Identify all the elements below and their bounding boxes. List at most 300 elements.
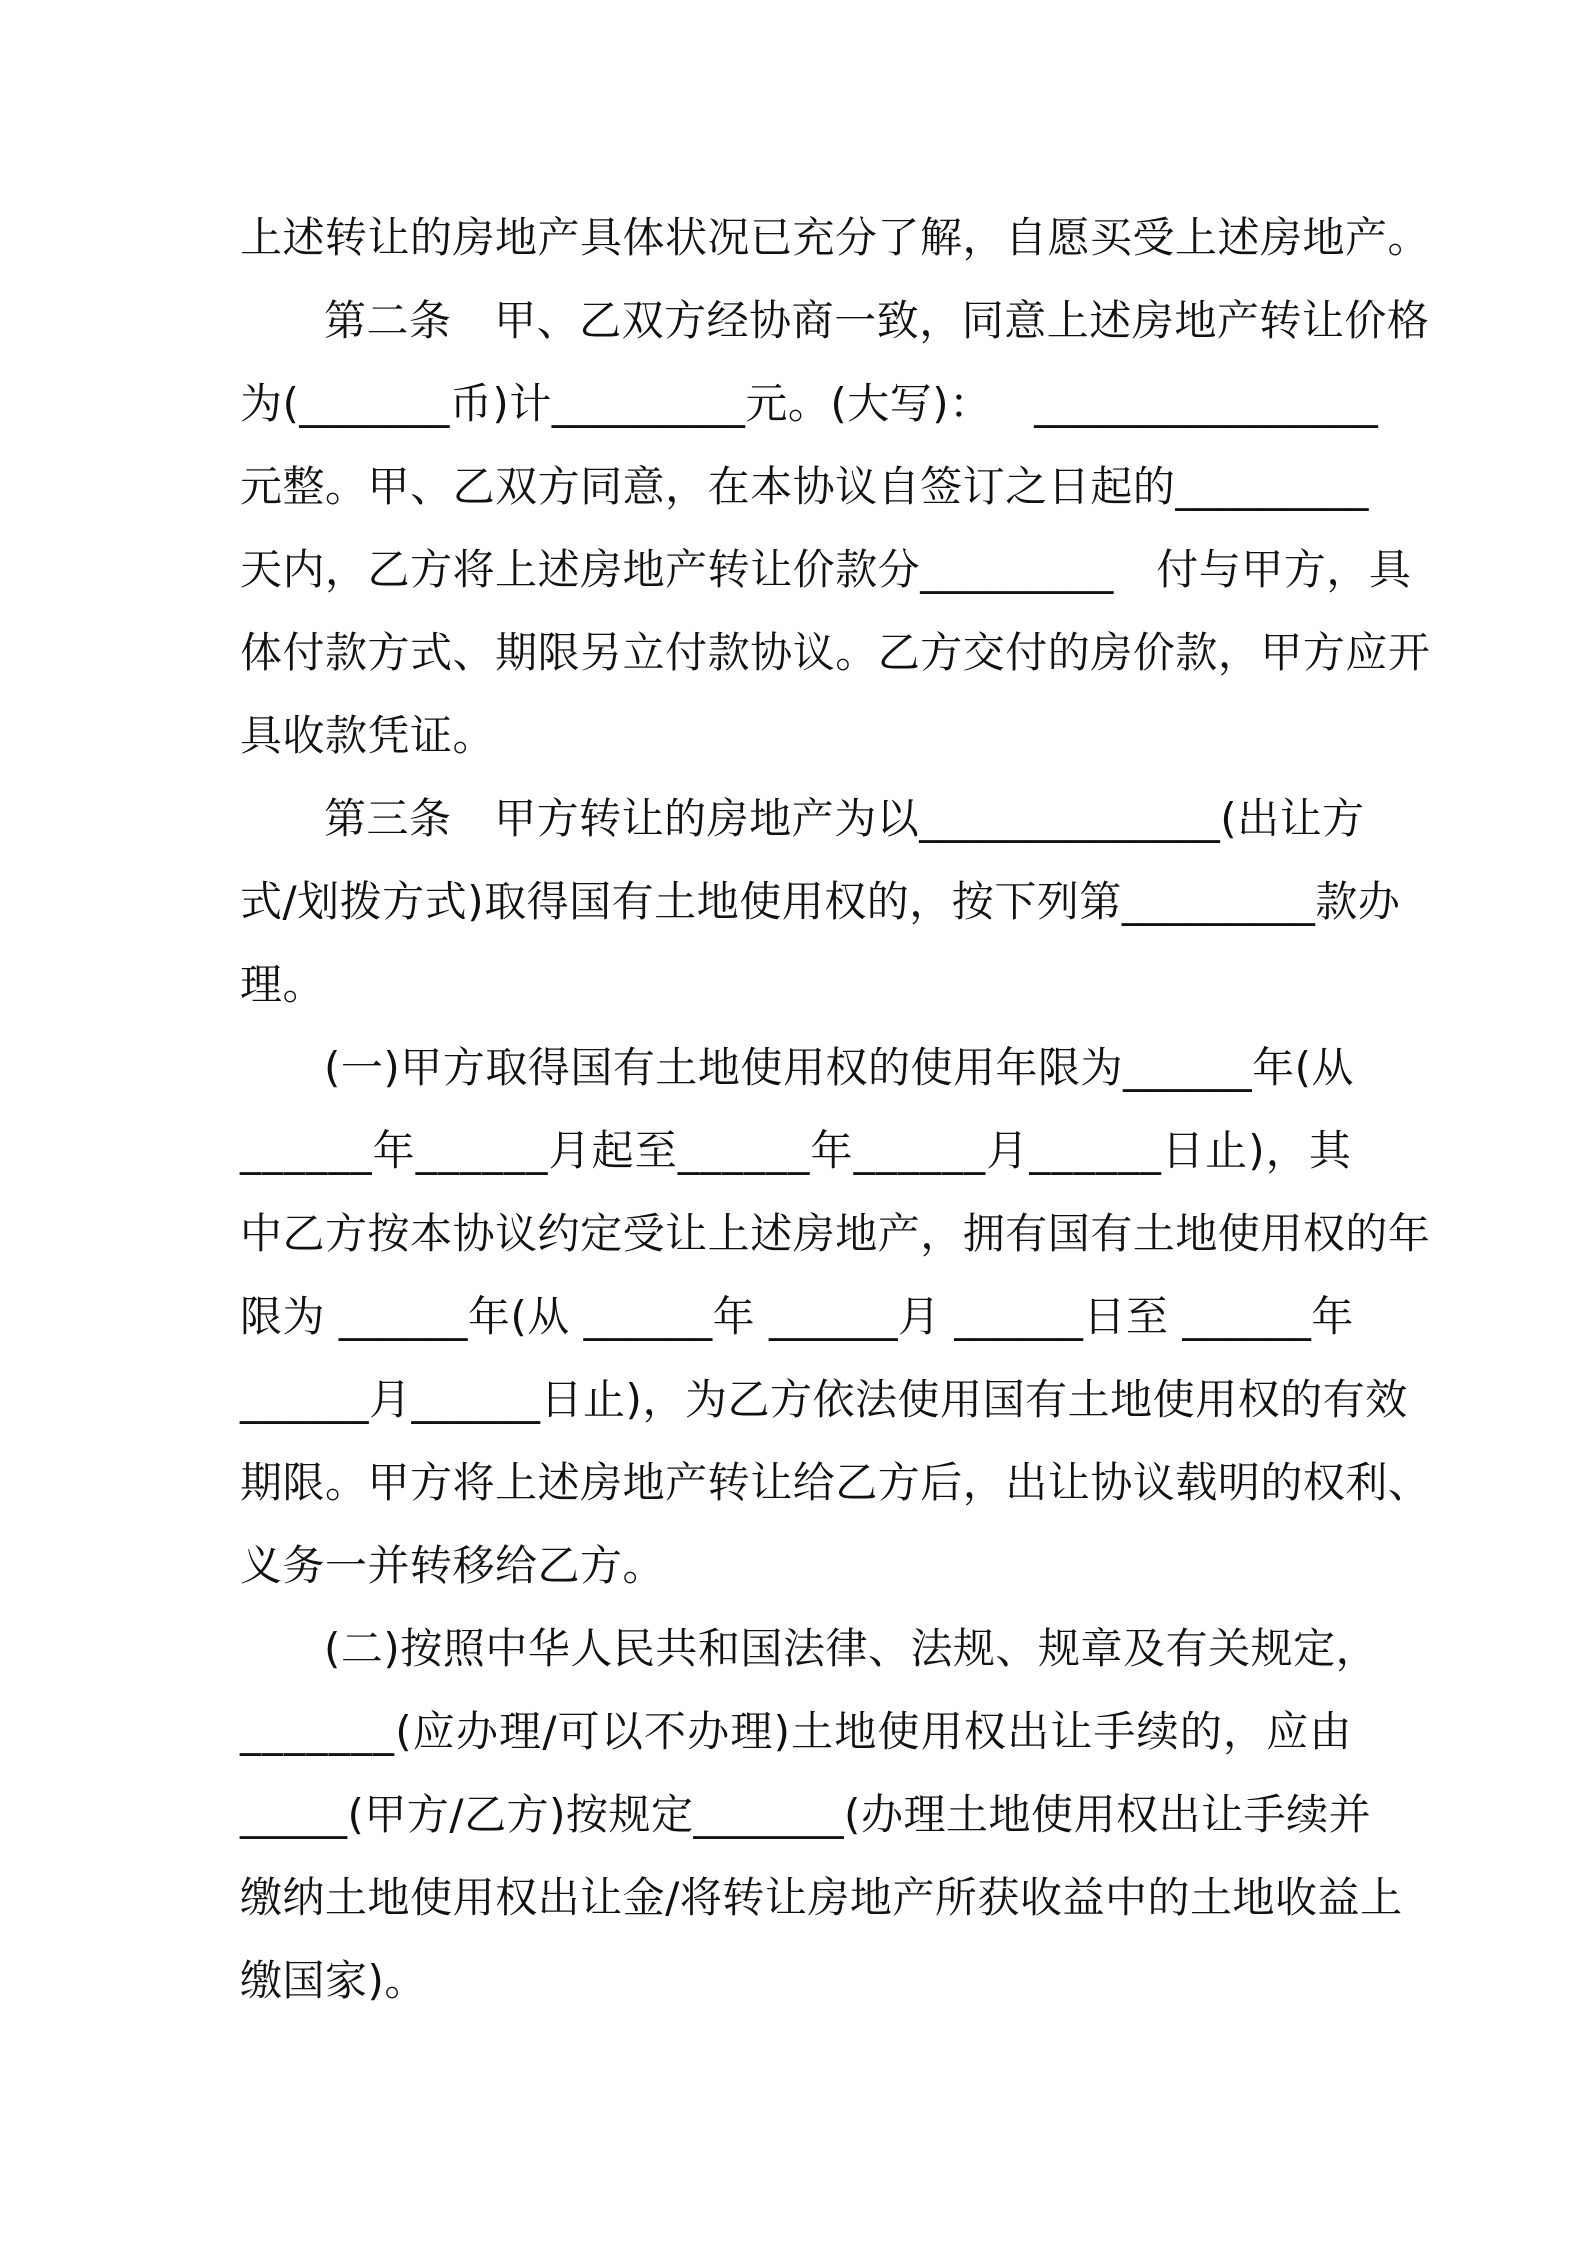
char: _: [1229, 877, 1251, 926]
char: [992, 362, 1035, 445]
char: _: [1006, 545, 1028, 594]
char: 让: [1047, 1458, 1091, 1507]
text-line: [240, 777, 1365, 860]
char: _: [919, 794, 941, 843]
char: 关: [1208, 1624, 1251, 1673]
char: 金: [622, 1873, 666, 1922]
char: _: [963, 545, 985, 594]
char: 土: [1067, 1375, 1111, 1424]
text-line: [240, 611, 1431, 694]
char: _: [415, 1126, 438, 1175]
char: 有: [611, 877, 655, 926]
char: _: [262, 1707, 284, 1756]
char: _: [822, 1790, 845, 1839]
char: /: [665, 1873, 680, 1922]
char: _: [1196, 462, 1219, 511]
char: _: [984, 545, 1007, 594]
char: _: [373, 1707, 395, 1756]
char: 限: [537, 628, 581, 677]
char: 年: [1311, 1292, 1354, 1341]
char: _: [1249, 379, 1271, 428]
char: 限: [240, 1292, 283, 1341]
char: 用: [781, 877, 825, 926]
char: _: [1182, 1292, 1204, 1341]
char: 款: [835, 545, 878, 594]
char: _: [855, 1292, 877, 1341]
char: ，: [325, 545, 368, 594]
char: _: [240, 1126, 262, 1175]
char: 议: [495, 1209, 538, 1258]
char: 整: [282, 462, 326, 511]
char: 产: [665, 1458, 708, 1507]
char: ，: [962, 1458, 1006, 1507]
char: _: [504, 1126, 526, 1175]
char: _: [790, 1292, 813, 1341]
char: 乙: [464, 1790, 507, 1839]
char: 让: [750, 1458, 793, 1507]
char: 其: [1308, 1126, 1352, 1175]
char: 天: [240, 545, 283, 594]
char: (: [1220, 794, 1238, 843]
char: _: [920, 545, 942, 594]
char: 应: [1266, 1707, 1309, 1756]
text-line: [240, 1192, 1431, 1275]
char: [1114, 528, 1157, 611]
char: 用: [940, 1375, 983, 1424]
char: ，: [920, 1209, 963, 1258]
char: 给: [792, 1458, 836, 1507]
char: 月: [369, 1375, 412, 1424]
char: _: [342, 379, 364, 428]
char: _: [1206, 379, 1228, 428]
char: _: [1304, 462, 1326, 511]
text-line: 缴国家)。: [240, 1956, 427, 2005]
char: 之: [1005, 462, 1048, 511]
char: _: [328, 1126, 350, 1175]
char: 按: [400, 1624, 443, 1673]
char: 权: [963, 1707, 1007, 1756]
char: _: [744, 1126, 766, 1175]
char: 交: [962, 628, 1006, 677]
char: 纳: [282, 1873, 326, 1922]
char: _: [1155, 794, 1178, 843]
char: 由: [1309, 1707, 1352, 1756]
char: 出: [1237, 794, 1280, 843]
char: _: [283, 1375, 305, 1424]
char: ): [773, 1707, 791, 1756]
char: 从: [1311, 1043, 1354, 1092]
char: (: [347, 1790, 365, 1839]
char: 将: [452, 545, 496, 594]
char: _: [691, 1292, 713, 1341]
char: 国: [740, 1624, 783, 1673]
char: 用: [1260, 1209, 1303, 1258]
char: 具: [1368, 545, 1412, 594]
char: 付: [282, 628, 326, 677]
char: ：: [949, 379, 992, 428]
char: 一: [340, 1043, 384, 1092]
char: 后: [920, 1458, 963, 1507]
char: ，: [1326, 545, 1369, 594]
char: 甲: [494, 296, 537, 345]
char: 期: [240, 1458, 283, 1507]
char: ): [625, 1375, 643, 1424]
char: _: [1092, 545, 1114, 594]
char: 律: [825, 1624, 868, 1673]
char: _: [1121, 877, 1144, 926]
char: 甲: [1260, 628, 1303, 677]
char: _: [616, 379, 638, 428]
char: 地: [1110, 1375, 1153, 1424]
char: 法: [910, 1624, 953, 1673]
char: 并: [1328, 1790, 1372, 1839]
char: 格: [1386, 296, 1430, 345]
char: 华: [527, 1624, 571, 1673]
char: /: [449, 1790, 465, 1839]
char: _: [328, 1707, 351, 1756]
char: _: [326, 1790, 348, 1839]
char: 章: [1080, 1624, 1124, 1673]
char: (: [510, 1292, 528, 1341]
char: 出: [1005, 1458, 1048, 1507]
char: 让: [1050, 1707, 1093, 1756]
char: _: [360, 1292, 382, 1341]
char: _: [1187, 1043, 1210, 1092]
char: 让: [621, 794, 665, 843]
char: ): [383, 1624, 401, 1673]
char: 权: [1302, 1209, 1346, 1258]
char: [325, 1275, 339, 1358]
char: _: [875, 1126, 898, 1175]
char: _: [261, 1375, 283, 1424]
char: 述: [1089, 296, 1132, 345]
char: _: [1034, 379, 1056, 428]
char: 应: [412, 1707, 456, 1756]
char: 同: [580, 462, 623, 511]
char: 签: [920, 462, 963, 511]
char: _: [320, 379, 343, 428]
char: 让: [1201, 1790, 1244, 1839]
char: _: [240, 1375, 262, 1424]
char: 获: [977, 1873, 1020, 1922]
char: _: [1095, 1126, 1118, 1175]
char: [452, 279, 495, 362]
char: 本: [750, 462, 793, 511]
char: 得: [526, 877, 570, 926]
char: 以: [600, 1707, 644, 1756]
char: 方: [664, 296, 707, 345]
text-line: [240, 362, 1379, 445]
char: _: [1139, 1126, 1162, 1175]
char: _: [853, 1126, 876, 1175]
char: _: [460, 1126, 482, 1175]
char: 土: [654, 877, 697, 926]
char: _: [1040, 1292, 1062, 1341]
char: _: [497, 1375, 520, 1424]
char: _: [240, 1707, 262, 1756]
char: 为: [240, 379, 283, 428]
char: _: [240, 1790, 262, 1839]
char: _: [1055, 379, 1078, 428]
char: 让: [1301, 296, 1345, 345]
char: _: [626, 1292, 649, 1341]
char: ，: [919, 296, 962, 345]
text-line: [240, 1690, 1352, 1773]
char: 权: [495, 1873, 538, 1922]
char: 第: [1079, 877, 1122, 926]
char: 币: [449, 379, 493, 428]
char: 权: [824, 877, 867, 926]
char: 计: [509, 379, 552, 428]
char: 协: [792, 462, 836, 511]
char: ): [1248, 1126, 1266, 1175]
char: 所: [934, 1873, 978, 1922]
char: 拥: [962, 1209, 1006, 1258]
char: 有: [1005, 1209, 1048, 1258]
char: _: [669, 1292, 692, 1341]
char: 使: [877, 1707, 921, 1756]
char: 元: [745, 379, 788, 428]
char: 止: [1205, 1126, 1248, 1175]
char: 定: [651, 1790, 694, 1839]
char: 乙: [877, 628, 921, 677]
char: 上: [707, 1209, 751, 1258]
char: 地: [696, 877, 740, 926]
char: 自: [877, 462, 921, 511]
char: 付: [1005, 628, 1048, 677]
char: (: [282, 379, 300, 428]
char: 有: [1025, 1375, 1068, 1424]
char: _: [769, 1292, 791, 1341]
char: [755, 1275, 769, 1358]
char: 立: [622, 628, 666, 677]
char: ，: [1265, 1126, 1309, 1175]
char: _: [437, 1126, 460, 1175]
char: 甲: [367, 1458, 411, 1507]
char: 一: [834, 296, 877, 345]
char: 权: [1237, 1375, 1281, 1424]
char: 价: [1132, 628, 1176, 677]
char: 月: [548, 1126, 591, 1175]
char: 使: [1031, 1790, 1074, 1839]
char: 日: [540, 1375, 584, 1424]
char: 出: [1158, 1790, 1202, 1839]
char: 明: [1217, 1458, 1261, 1507]
char: 续: [1136, 1707, 1180, 1756]
char: _: [812, 1292, 834, 1341]
char: _: [363, 379, 386, 428]
char: 上: [495, 545, 538, 594]
char: _: [1112, 794, 1135, 843]
char: _: [1098, 379, 1121, 428]
char: _: [306, 1126, 328, 1175]
char: _: [1049, 545, 1071, 594]
char: 年: [467, 1292, 511, 1341]
char: 至: [634, 1126, 678, 1175]
char: _: [1018, 1292, 1041, 1341]
char: 方: [877, 1458, 921, 1507]
char: 有: [1165, 1624, 1209, 1673]
char: _: [1268, 1292, 1290, 1341]
char: 第: [324, 794, 367, 843]
char: 房: [580, 545, 623, 594]
char: 方: [1302, 628, 1346, 677]
char: 日: [1047, 462, 1091, 511]
char: 上: [1360, 1873, 1403, 1922]
char: 产: [791, 794, 835, 843]
text-line: 上述转让的房地产具体状况已充分了解，自愿买受上述房地产。: [240, 213, 1431, 262]
char: 用: [782, 1043, 826, 1092]
char: 月: [898, 1292, 941, 1341]
char: 甲: [400, 1043, 443, 1092]
char: 限: [1038, 1043, 1081, 1092]
char: 经: [706, 296, 750, 345]
char: ): [492, 379, 510, 428]
char: 按: [951, 877, 995, 926]
text-line: [240, 1275, 1352, 1358]
char: _: [1325, 462, 1348, 511]
char: _: [702, 379, 724, 428]
text-line: 具收款凭证。: [240, 711, 496, 760]
char: 国: [1047, 1209, 1091, 1258]
char: _: [476, 1375, 498, 1424]
char: _: [1144, 1043, 1167, 1092]
char: 让: [1279, 794, 1323, 843]
char: _: [1184, 379, 1207, 428]
char: 权: [1302, 1458, 1346, 1507]
char: 定: [1293, 1624, 1336, 1673]
char: _: [1198, 794, 1221, 843]
char: ，: [1223, 1707, 1266, 1756]
char: _: [1246, 1292, 1269, 1341]
char: 办: [455, 1707, 499, 1756]
char: _: [788, 1126, 810, 1175]
char: _: [1026, 794, 1049, 843]
char: 乙: [282, 1209, 326, 1258]
char: 权: [1116, 1790, 1159, 1839]
char: 二: [340, 1624, 384, 1673]
char: _: [299, 379, 321, 428]
char: 取: [484, 877, 527, 926]
char: 从: [527, 1292, 570, 1341]
char: _: [406, 379, 429, 428]
char: 土: [655, 1043, 698, 1092]
char: _: [347, 1375, 369, 1424]
char: _: [424, 1292, 447, 1341]
char: 方: [920, 628, 963, 677]
char: (: [324, 1624, 341, 1673]
char: _: [284, 1707, 306, 1756]
char: _: [385, 379, 407, 428]
char: 列: [1036, 877, 1080, 926]
char: 另: [580, 628, 623, 677]
text-line: [240, 1607, 1379, 1690]
char: _: [1225, 1292, 1247, 1341]
char: 方: [367, 628, 411, 677]
char: 期: [495, 628, 538, 677]
char: 的: [1260, 1458, 1303, 1507]
char: _: [1117, 1126, 1140, 1175]
char: 产: [877, 1209, 921, 1258]
char: _: [1005, 794, 1027, 843]
char: 、: [867, 1624, 911, 1673]
char: _: [962, 794, 984, 843]
char: _: [1218, 462, 1240, 511]
char: 照: [442, 1624, 486, 1673]
char: /: [282, 877, 298, 926]
text-line: [240, 528, 1412, 611]
char: _: [1061, 1292, 1084, 1341]
char: _: [1347, 462, 1369, 511]
text-line: 理。: [240, 960, 326, 1009]
char: 月: [986, 1126, 1029, 1175]
char: 地: [367, 1873, 411, 1922]
char: 转: [579, 794, 622, 843]
char: 载: [1175, 1458, 1218, 1507]
char: _: [1270, 379, 1293, 428]
char: [452, 777, 495, 860]
char: 上: [1046, 296, 1090, 345]
char: 议: [835, 462, 878, 511]
char: 日: [1083, 1292, 1126, 1341]
char: 。: [787, 379, 831, 428]
char: _: [801, 1790, 823, 1839]
char: 乙: [452, 462, 496, 511]
char: 协: [452, 1209, 496, 1258]
char: 方: [442, 1043, 486, 1092]
char: 共: [655, 1624, 698, 1673]
char: 拨: [339, 877, 383, 926]
char: _: [1177, 794, 1199, 843]
char: 订: [962, 462, 1006, 511]
char: 地: [835, 1209, 878, 1258]
char: 方: [382, 877, 425, 926]
char: _: [677, 1126, 700, 1175]
char: _: [261, 1790, 283, 1839]
char: 使: [1152, 1375, 1196, 1424]
char: 中: [240, 1209, 283, 1258]
char: (: [844, 1790, 861, 1839]
char: _: [304, 1375, 326, 1424]
char: 利: [1345, 1458, 1388, 1507]
char: 述: [537, 1458, 581, 1507]
text-line: [240, 279, 1430, 362]
char: 限: [282, 1458, 326, 1507]
text-line: 义务一并转移给乙方。: [240, 1541, 666, 1590]
char: 元: [240, 462, 283, 511]
char: _: [1166, 1043, 1188, 1092]
char: 年: [712, 1292, 756, 1341]
char: _: [526, 1126, 548, 1175]
char: _: [326, 1375, 348, 1424]
char: 为: [834, 794, 877, 843]
text-line: [240, 1026, 1352, 1109]
char: _: [573, 379, 595, 428]
char: 协: [1090, 1458, 1133, 1507]
char: 取: [485, 1043, 528, 1092]
text-line: [240, 1856, 1403, 1939]
char: (: [324, 1043, 341, 1092]
char: _: [736, 1790, 759, 1839]
char: _: [1186, 877, 1208, 926]
char: _: [1048, 794, 1070, 843]
char: 价: [792, 545, 836, 594]
char: 手: [1093, 1707, 1136, 1756]
char: 及: [1123, 1624, 1166, 1673]
char: 不: [644, 1707, 687, 1756]
char: 、: [995, 1624, 1039, 1673]
char: 、: [1387, 1458, 1431, 1507]
